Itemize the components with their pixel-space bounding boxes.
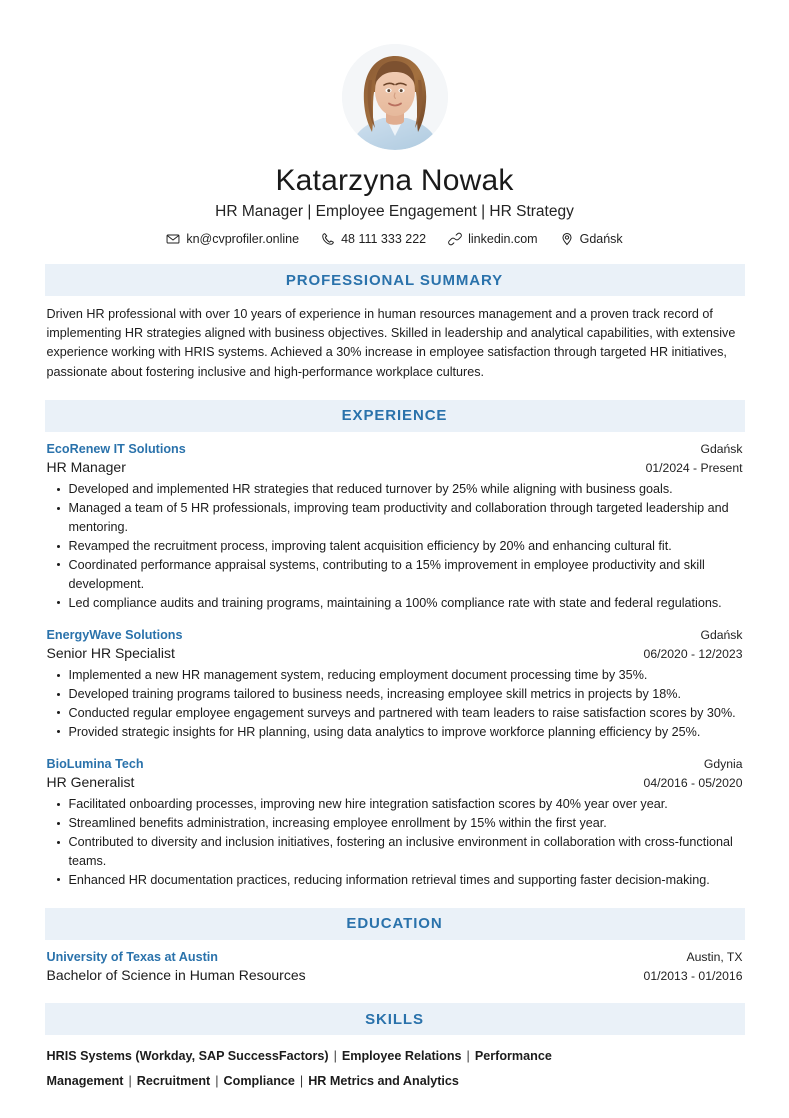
list-item: Streamlined benefits administration, increasing employee enrollment by 15% within the first year. (47, 814, 743, 833)
experience-entry-top (47, 627, 743, 644)
experience-entry-sub (47, 644, 743, 664)
experience-entry-sub (47, 773, 743, 793)
resume-content (45, 0, 745, 1093)
phone-icon (321, 232, 335, 246)
skill-separator: | (466, 1049, 470, 1064)
company-location: Gdynia (703, 756, 743, 771)
contact-phone[interactable] (321, 232, 426, 246)
list-item: Developed and implemented HR strategies that reduced turnover by 25% while aligning with business goals. (47, 480, 743, 499)
contact-website-text: linkedin.com (468, 231, 538, 246)
section-education (45, 908, 745, 986)
list-item: Managed a team of 5 HR professionals, improving team productivity and collaboration through targeted leadership and mentoring. (47, 499, 743, 537)
list-item: Facilitated onboarding processes, improving new hire integration satisfaction scores by 40% year over year. (47, 795, 743, 814)
skill-item: Compliance (223, 1073, 295, 1088)
experience-bullets (47, 666, 743, 742)
list-item: Conducted regular employee engagement surveys and partnered with team leaders to raise satisfaction scores by 30%. (47, 704, 743, 723)
job-title: Senior HR Specialist (46, 644, 175, 661)
experience-entry (47, 441, 743, 613)
list-item: Led compliance audits and training programs, maintaining a 100% compliance rate with state and federal regulations. (47, 594, 743, 613)
job-dates: 04/2016 - 05/2020 (643, 775, 743, 790)
contact-row (45, 232, 745, 246)
company-name: EnergyWave Solutions (46, 627, 183, 642)
skill-item: Recruitment (136, 1073, 211, 1088)
contact-website[interactable] (448, 232, 537, 246)
section-header-bar (45, 908, 745, 940)
degree-dates: 01/2013 - 01/2016 (643, 968, 743, 983)
section-header-bar (45, 1003, 745, 1035)
section-header-bar (45, 400, 745, 432)
list-item: Provided strategic insights for HR planning, using data analytics to improve workforce planning efficiency by 25%. (47, 723, 743, 742)
skill-separator: | (215, 1073, 219, 1088)
section-professional-summary (45, 264, 745, 382)
skills-list (47, 1044, 743, 1093)
job-dates: 01/2024 - Present (645, 460, 743, 475)
summary-text: Driven HR professional with over 10 years of experience in human resources management and a proven track record of implementing HR strategies aligned with business objectives. Skilled in leadership and analytical capabilities, with extensive experience working with HRIS systems. Achieved a 30% increase in employee satisfaction through targeted HR initiatives, passionate about fostering inclusive and high-performance workplace cultures. (46, 307, 736, 379)
list-item: Revamped the recruitment process, improving talent acquisition efficiency by 20% and enhancing cultural fit. (47, 537, 743, 556)
section-title-experience: EXPERIENCE (341, 407, 448, 425)
section-body-summary (45, 296, 745, 382)
experience-bullets (47, 480, 743, 612)
section-title-skills: SKILLS (365, 1010, 424, 1028)
skill-item: HR Metrics and Analytics (308, 1073, 459, 1088)
education-entry-sub (47, 966, 743, 986)
experience-entry (47, 756, 743, 890)
page-title: Katarzyna Nowak (275, 164, 514, 197)
education-entry-top (47, 949, 743, 966)
headline: HR Manager | Employee Engagement | HR Strategy (215, 202, 574, 220)
contact-email[interactable] (166, 232, 299, 246)
section-skills (45, 1003, 745, 1093)
experience-bullets (47, 795, 743, 889)
resume-header (45, 44, 745, 246)
experience-entry-top (47, 756, 743, 773)
experience-entry-top (47, 441, 743, 458)
job-title: HR Generalist (46, 773, 135, 790)
section-body-experience (45, 432, 745, 890)
skill-item: Performance Management (46, 1049, 552, 1088)
list-item: Implemented a new HR management system, reducing employment document processing time by 35%. (47, 666, 743, 685)
section-header-bar (45, 264, 745, 296)
education-entry (47, 949, 743, 986)
location-pin-icon (560, 232, 574, 246)
job-title: HR Manager (46, 458, 126, 475)
skill-separator: | (299, 1073, 304, 1088)
contact-location (560, 232, 623, 246)
skill-item: HRIS Systems (Workday, SAP SuccessFactors) (46, 1049, 329, 1064)
degree-title: Bachelor of Science in Human Resources (46, 966, 306, 983)
job-dates: 06/2020 - 12/2023 (643, 646, 743, 661)
experience-entry-sub (47, 458, 743, 478)
list-item: Coordinated performance appraisal systems, contributing to a 15% improvement in employee productivity and skill development. (47, 556, 743, 594)
school-name: University of Texas at Austin (46, 949, 218, 964)
section-title-summary: PROFESSIONAL SUMMARY (285, 271, 504, 289)
envelope-icon (166, 232, 180, 246)
experience-entry (47, 627, 743, 742)
skill-separator: | (128, 1073, 132, 1088)
section-title-education: EDUCATION (346, 915, 443, 933)
section-body-education (45, 940, 745, 986)
section-body-skills (45, 1035, 745, 1093)
company-location: Gdańsk (700, 441, 743, 456)
company-name: BioLumina Tech (46, 756, 144, 771)
skill-item: Employee Relations (341, 1049, 462, 1064)
link-icon (448, 232, 462, 246)
list-item: Enhanced HR documentation practices, reducing information retrieval times and supporting faster decision-making. (47, 871, 743, 890)
company-name: EcoRenew IT Solutions (46, 441, 186, 456)
avatar (342, 44, 448, 150)
contact-location-text: Gdańsk (579, 231, 623, 246)
company-location: Gdańsk (700, 627, 743, 642)
skill-separator: | (333, 1049, 337, 1064)
school-location: Austin, TX (686, 949, 743, 964)
list-item: Developed training programs tailored to business needs, increasing employee skill metrics in projects by 18%. (47, 685, 743, 704)
section-experience (45, 400, 745, 890)
list-item: Contributed to diversity and inclusion initiatives, fostering an inclusive environment in collaboration with cross-functional teams. (47, 833, 743, 871)
contact-phone-text: 48 111 333 222 (341, 231, 427, 246)
contact-email-text: kn@cvprofiler.online (186, 231, 300, 246)
